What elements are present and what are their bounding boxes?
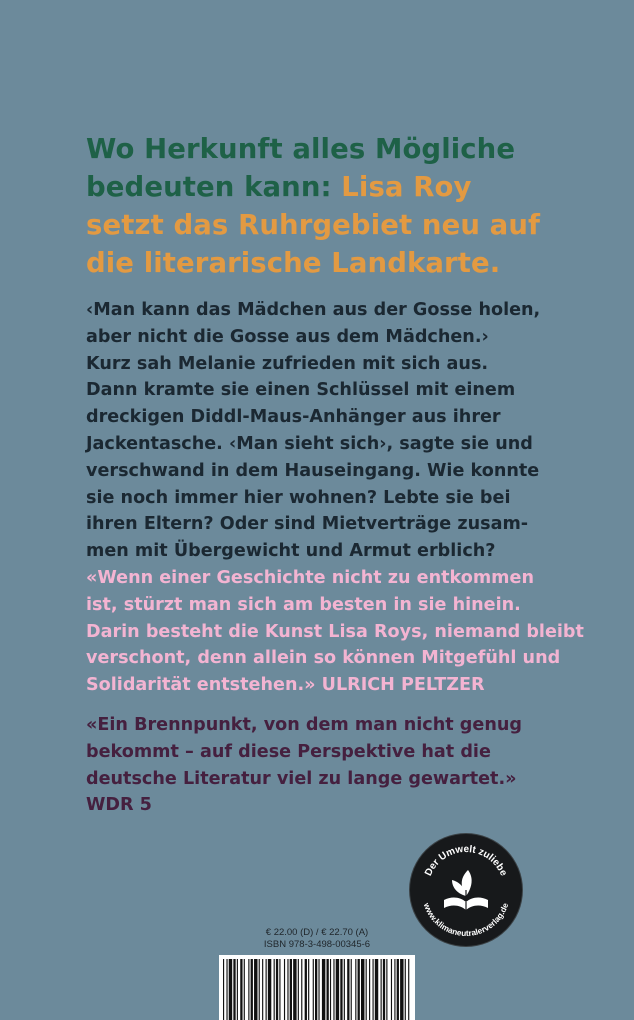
headline-green-part: Wo Herkunft alles Mögliche bedeuten kann: (86, 133, 516, 203)
barcode-bar (381, 959, 382, 1020)
barcode-bar (268, 959, 271, 1020)
barcode-bar (259, 959, 260, 1020)
badge-graphic (410, 834, 522, 946)
blurb-line: men mit Übergewicht und Armut erblich? (86, 541, 496, 562)
quote-line: «Wenn einer Geschichte nicht zu entkommen (86, 568, 534, 588)
isbn-line: ISBN 978-3-498-00345-6 (263, 939, 371, 950)
barcode-bar (284, 959, 285, 1020)
barcode-bar (344, 959, 345, 1020)
quote-line: Solidarität entstehen.» ULRICH PELTZER (86, 675, 485, 696)
barcode-bar (287, 959, 288, 1020)
barcode-bar (327, 959, 329, 1020)
barcode-bar (262, 959, 263, 1020)
quote-line: Darin besteht die Kunst Lisa Roys, niemand bleibt (86, 621, 584, 642)
blurb-excerpt (86, 297, 556, 565)
barcode-bars (219, 955, 415, 1020)
barcode-bar (391, 959, 392, 1020)
barcode-bar (237, 959, 238, 1020)
barcode-bar (358, 959, 360, 1020)
barcode-bar (366, 959, 367, 1020)
headline (86, 130, 546, 282)
leaf-book-icon (444, 870, 488, 910)
blurb-line: Jackentasche. ‹Man sieht sich›, sagte sie und (86, 433, 533, 454)
barcode-bar (361, 959, 364, 1020)
barcode-bar (223, 959, 224, 1020)
barcode-bar (244, 959, 245, 1020)
barcode-bar (293, 959, 296, 1020)
blurb-line: Dann kramte sie einen Schlüssel mit einem (86, 380, 516, 401)
blurb-line: dreckigen Diddl-Maus-Anhänger aus ihrer (86, 407, 501, 428)
badge-top-text: Der Umwelt zuliebe (423, 843, 509, 878)
barcode-bar (226, 959, 227, 1020)
barcode-bar (340, 959, 342, 1020)
barcode-bar (266, 959, 267, 1020)
barcode-bar (233, 959, 235, 1020)
barcode-bar (322, 959, 325, 1020)
price-isbn-block (217, 927, 417, 951)
barcode-bar (336, 959, 339, 1020)
barcode-bar (305, 959, 307, 1020)
barcode-bar (279, 959, 280, 1020)
blurb-line: ‹Man kann das Mädchen aus der Gosse holen, (86, 300, 541, 320)
barcode-bar (400, 959, 403, 1020)
barcode-bar (274, 959, 275, 1020)
blurb-line: aber nicht die Gosse aus dem Mädchen.› (86, 326, 489, 347)
barcode-bar (375, 959, 378, 1020)
barcode-bar (355, 959, 356, 1020)
quote-line: verschont, denn allein so können Mitgefühl und (86, 648, 561, 669)
barcode-bar (315, 959, 317, 1020)
barcode-bar (301, 959, 302, 1020)
quote-line: bekommt – auf diese Perspektive hat die (86, 741, 491, 762)
barcode-bar (383, 959, 385, 1020)
barcode-bar (318, 959, 319, 1020)
barcode-bar (313, 959, 314, 1020)
barcode-bar (373, 959, 374, 1020)
quote-line: deutsche Literatur viel zu lange gewartet.» (86, 768, 517, 789)
barcode-bar (330, 959, 331, 1020)
barcode-bar (276, 959, 278, 1020)
review-quote-wdr (86, 712, 556, 819)
barcode-bar (408, 959, 409, 1020)
price-line: € 22.00 (D) / € 22.70 (A) (265, 927, 369, 938)
quote-line: WDR 5 (86, 795, 152, 816)
barcode-bar (229, 959, 232, 1020)
barcode-bar (308, 959, 309, 1020)
barcode-bar (397, 959, 399, 1020)
quote-line: ist, stürzt man sich am besten in sie hinein. (86, 594, 521, 615)
headline-orange-part: Lisa Roy setzt das Ruhrgebiet neu auf die literarische Landkarte. (86, 171, 541, 279)
barcode-bar (369, 959, 370, 1020)
barcode-bar (333, 959, 334, 1020)
review-quote-peltzer (86, 565, 584, 699)
barcode-bar (248, 959, 249, 1020)
blurb-line: ihren Eltern? Oder sind Mietverträge zusam- (86, 514, 529, 535)
barcode-bar (240, 959, 242, 1020)
barcode-bar (254, 959, 257, 1020)
blurb-line: Kurz sah Melanie zufrieden mit sich aus. (86, 353, 489, 374)
barcode-bar (405, 959, 406, 1020)
barcode-bar (290, 959, 292, 1020)
barcode-bar (351, 959, 352, 1020)
badge-bottom-text: www.klimaneutralerverlag.de (421, 901, 511, 939)
quote-line: «Ein Brennpunkt, von dem man nicht genug (86, 715, 522, 735)
barcode-bar (251, 959, 253, 1020)
barcode-bar (347, 959, 349, 1020)
barcode-bar (394, 959, 395, 1020)
barcode-bar (298, 959, 299, 1020)
barcode (219, 955, 415, 1020)
blurb-line: verschwand in dem Hauseingang. Wie konnte (86, 460, 540, 481)
climate-neutral-badge (410, 834, 522, 946)
barcode-bar (386, 959, 387, 1020)
blurb-line: sie noch immer hier wohnen? Lebte sie bei (86, 487, 511, 508)
